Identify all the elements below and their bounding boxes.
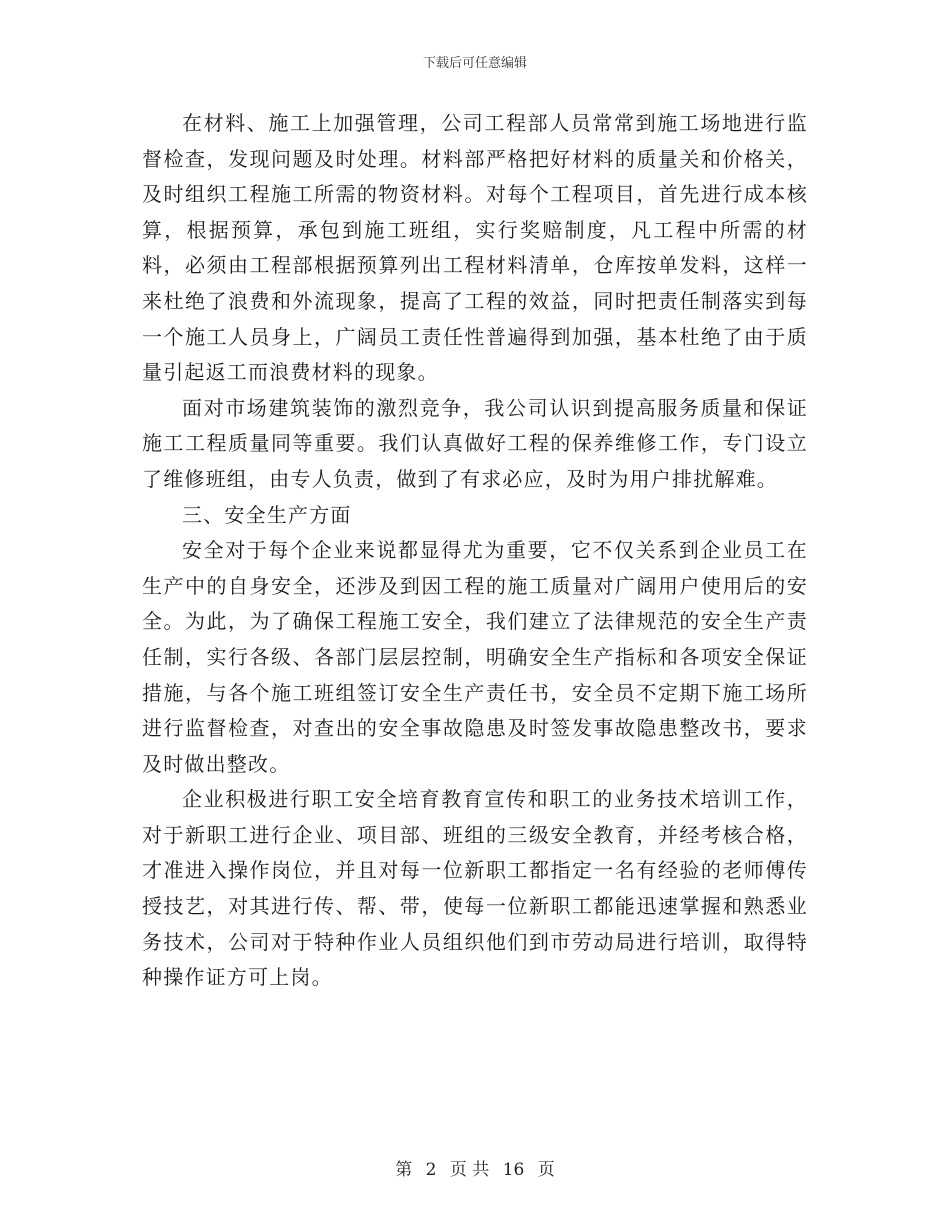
page-footer	[0, 1155, 950, 1180]
paragraph-service-quality: 面对市场建筑装饰的激烈竞争，我公司认识到提高服务质量和保证施工工程质量同等重要。我们认真做好工程的保养维修工作，专门设立了维修班组，由专人负责，做到了有求必应，及时为用户排扰解难。	[142, 395, 808, 491]
paragraph-safety: 安全对于每个企业来说都显得尤为重要，它不仅关系到企业员工在生产中的自身安全，还涉及到因工程的施工质量对广阔用户使用后的安全。为此，为了确保工程施工安全，我们建立了法律规范的安全生产责任制，实行各级、各部门层层控制，明确安全生产指标和各项安全保证措施，与各个施工班组签订安全生产责任书，安全员不定期下施工场所进行监督检查，对查出的安全事故隐患及时签发事故隐患整改书，要求及时做出整改。	[142, 538, 808, 776]
footer-current-page: 2	[425, 1160, 437, 1180]
paragraph-materials: 在材料、施工上加强管理，公司工程部人员常常到施工场地进行监督检查，发现问题及时处理。材料部严格把好材料的质量关和价格关，及时组织工程施工所需的物资材料。对每个工程项目，首先进行成本核算，根据预算，承包到施工班组，实行奖赔制度，凡工程中所需的材料，必须由工程部根据预算列出工程材料清单，仓库按单发料，这样一来杜绝了浪费和外流现象，提高了工程的效益，同时把责任制落实到每一个施工人员身上，广阔员工责任性普遍得到加强，基本杜绝了由于质量引起返工而浪费材料的现象。	[142, 111, 808, 385]
paragraph-training: 企业积极进行职工安全培育教育宣传和职工的业务技术培训工作，对于新职工进行企业、项目部、班组的三级安全教育，并经考核合格，才准进入操作岗位，并且对每一位新职工都指定一名有经验的老师傅传授技艺，对其进行传、帮、带，使每一位新职工都能迅速掌握和熟悉业务技术，公司对于特种作业人员组织他们到市劳动局进行培训，取得特种操作证方可上岗。	[142, 787, 808, 990]
footer-suffix: 页	[537, 1160, 555, 1180]
footer-prefix: 第	[395, 1160, 413, 1180]
page-header: 下载后可任意编辑	[422, 56, 527, 71]
document-body	[142, 106, 808, 996]
footer-mid: 页 共	[449, 1160, 490, 1180]
section-heading-safety: 三、安全生产方面	[182, 502, 352, 527]
footer-total-pages: 16	[502, 1160, 525, 1180]
